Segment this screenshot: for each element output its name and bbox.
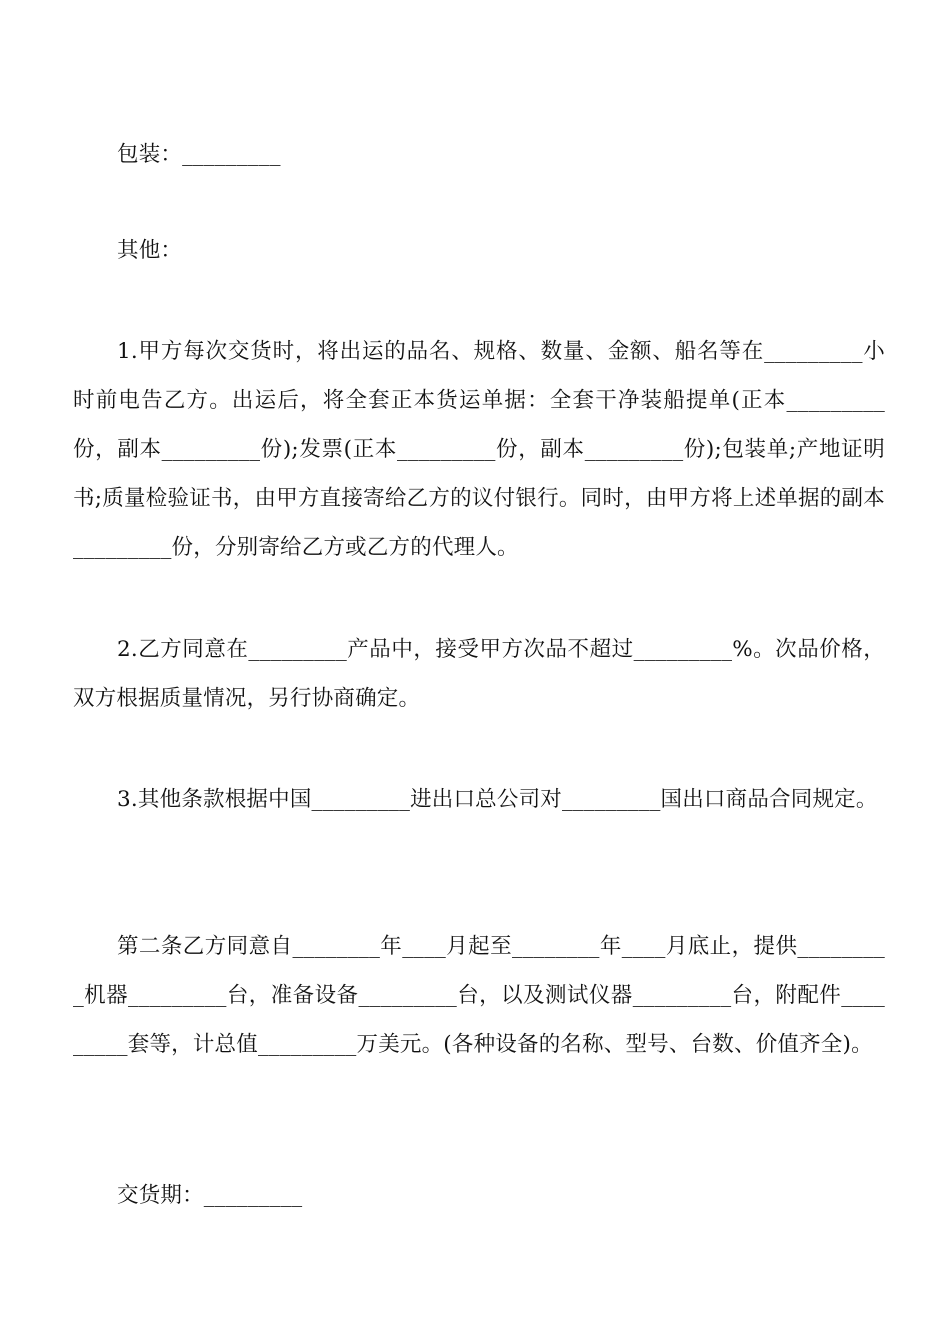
article-2-paragraph: 第二条乙方同意自________年____月起至________年____月底止，提供_________机器_________台，准备设备_________台，以及测试仪器_________台，附配件_________套等，计总值_________万美元。(各种设备的名称、型号、台数、价值齐全)。 — [73, 934, 885, 1057]
clause-2-paragraph: 2.乙方同意在_________产品中，接受甲方次品不超过_________%。次品价格，双方根据质量情况，另行协商确定。 — [73, 637, 885, 711]
delivery-period-line: 交货期：_________ — [117, 1183, 303, 1208]
other-heading: 其他： — [117, 238, 183, 263]
clause-3-paragraph: 3.其他条款根据中国_________进出口总公司对_________国出口商品合同规定。 — [117, 787, 878, 812]
clause-1-paragraph: 1.甲方每次交货时，将出运的品名、规格、数量、金额、船名等在_________小时前电告乙方。出运后，将全套正本货运单据：全套干净装船提单(正本_________份，副本_________份);发票(正本_________份，副本_________份);包装单;产地证明书;质量检验证书，由甲方直接寄给乙方的议付银行。同时，由甲方将上述单据的副本_________份，分别寄给乙方或乙方的代理人。 — [73, 339, 885, 560]
packaging-line: 包装：_________ — [117, 142, 281, 167]
